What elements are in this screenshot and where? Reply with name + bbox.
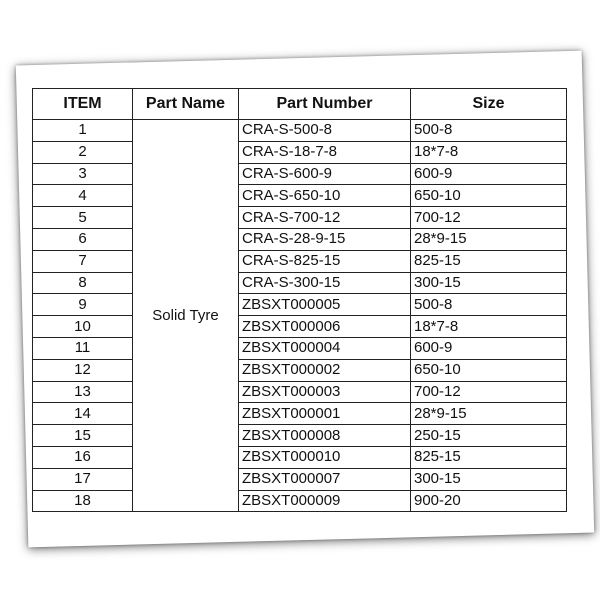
table-row <box>33 294 567 316</box>
part-number-cell: CRA-S-300-15 <box>239 272 411 294</box>
part-number-cell: ZBSXT000005 <box>239 294 411 316</box>
part-number-cell: CRA-S-700-12 <box>239 207 411 229</box>
size-cell: 900-20 <box>411 490 567 512</box>
part-number-cell: ZBSXT000004 <box>239 337 411 359</box>
item-cell: 3 <box>33 163 133 185</box>
size-cell: 650-10 <box>411 359 567 381</box>
item-cell: 8 <box>33 272 133 294</box>
table-row <box>33 337 567 359</box>
item-cell: 6 <box>33 228 133 250</box>
part-name-cell: Solid Tyre <box>133 120 239 512</box>
part-number-cell: CRA-S-18-7-8 <box>239 141 411 163</box>
part-number-cell: CRA-S-600-9 <box>239 163 411 185</box>
part-number-cell: CRA-S-28-9-15 <box>239 228 411 250</box>
table-row <box>33 185 567 207</box>
item-cell: 2 <box>33 141 133 163</box>
item-cell: 4 <box>33 185 133 207</box>
size-cell: 18*7-8 <box>411 316 567 338</box>
item-cell: 1 <box>33 120 133 142</box>
size-cell: 28*9-15 <box>411 228 567 250</box>
size-cell: 600-9 <box>411 337 567 359</box>
part-number-cell: ZBSXT000007 <box>239 468 411 490</box>
part-number-cell: ZBSXT000010 <box>239 446 411 468</box>
item-cell: 15 <box>33 425 133 447</box>
size-cell: 700-12 <box>411 381 567 403</box>
header-size: Size <box>411 89 567 120</box>
header-part-name: Part Name <box>133 89 239 120</box>
table-row <box>33 468 567 490</box>
table-row <box>33 403 567 425</box>
table-row <box>33 425 567 447</box>
part-number-cell: ZBSXT000008 <box>239 425 411 447</box>
part-number-cell: ZBSXT000006 <box>239 316 411 338</box>
part-number-cell: CRA-S-825-15 <box>239 250 411 272</box>
item-cell: 12 <box>33 359 133 381</box>
table-row <box>33 250 567 272</box>
part-number-cell: ZBSXT000003 <box>239 381 411 403</box>
table-row <box>33 228 567 250</box>
size-cell: 825-15 <box>411 446 567 468</box>
table-row <box>33 446 567 468</box>
table-row <box>33 272 567 294</box>
item-cell: 13 <box>33 381 133 403</box>
part-number-cell: CRA-S-650-10 <box>239 185 411 207</box>
item-cell: 5 <box>33 207 133 229</box>
table-row <box>33 381 567 403</box>
table-row <box>33 359 567 381</box>
item-cell: 7 <box>33 250 133 272</box>
size-cell: 500-8 <box>411 120 567 142</box>
header-row <box>33 89 567 120</box>
table-row <box>33 490 567 512</box>
item-cell: 14 <box>33 403 133 425</box>
item-cell: 9 <box>33 294 133 316</box>
item-cell: 10 <box>33 316 133 338</box>
size-cell: 600-9 <box>411 163 567 185</box>
size-cell: 300-15 <box>411 468 567 490</box>
table-container <box>32 88 567 512</box>
table-row <box>33 316 567 338</box>
size-cell: 28*9-15 <box>411 403 567 425</box>
part-number-cell: ZBSXT000001 <box>239 403 411 425</box>
header-part-number: Part Number <box>239 89 411 120</box>
item-cell: 16 <box>33 446 133 468</box>
table-row <box>33 163 567 185</box>
table-row <box>33 120 567 142</box>
parts-table <box>32 88 567 512</box>
part-number-cell: CRA-S-500-8 <box>239 120 411 142</box>
item-cell: 11 <box>33 337 133 359</box>
size-cell: 700-12 <box>411 207 567 229</box>
size-cell: 500-8 <box>411 294 567 316</box>
size-cell: 300-15 <box>411 272 567 294</box>
table-row <box>33 207 567 229</box>
size-cell: 825-15 <box>411 250 567 272</box>
part-number-cell: ZBSXT000002 <box>239 359 411 381</box>
part-number-cell: ZBSXT000009 <box>239 490 411 512</box>
item-cell: 18 <box>33 490 133 512</box>
item-cell: 17 <box>33 468 133 490</box>
table-body <box>33 120 567 512</box>
size-cell: 18*7-8 <box>411 141 567 163</box>
table-row <box>33 141 567 163</box>
size-cell: 650-10 <box>411 185 567 207</box>
header-item: ITEM <box>33 89 133 120</box>
size-cell: 250-15 <box>411 425 567 447</box>
